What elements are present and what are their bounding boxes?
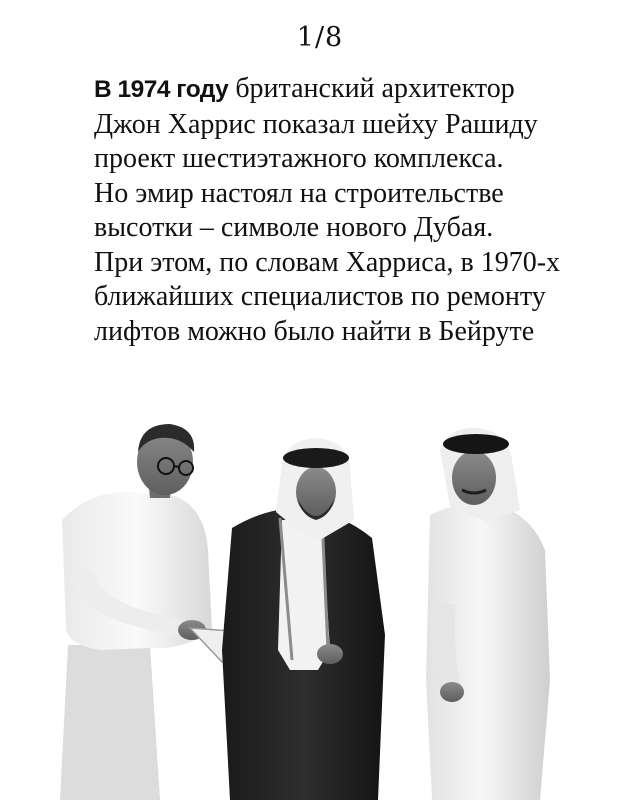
sheikh-hand [317,644,343,664]
slide-counter: 1/8 [296,22,344,53]
sheikh-in-bisht [222,438,385,800]
text-line-3: проект шестиэтажного комплекса. [94,143,504,174]
text-line-1-rest: британский архитектор [228,73,515,104]
story-text [94,72,614,349]
left-man-trousers [60,645,160,800]
right-man-hand [440,682,464,702]
text-line-5: высотки – символе нового Дубая. [94,212,494,243]
text-line-6: При этом, по словам Харриса, в 1970-х [94,246,561,278]
sheikh-agal [283,448,349,468]
text-line-7: ближайших специалистов по ремонту [94,281,546,312]
man-with-glasses [60,424,212,800]
right-man-agal [443,434,509,454]
text-line-4: Но эмир настоял на строительстве [94,177,504,209]
right-man-face [452,451,496,505]
man-in-keffiyeh [426,428,550,800]
text-line-1 [94,72,614,108]
lead-phrase: В 1974 году [94,76,229,103]
historical-photo [0,400,640,800]
text-line-2: Джон Харрис показал шейху Рашиду [94,108,538,140]
text-line-8: лифтов можно было найти в Бейруте [94,315,535,347]
